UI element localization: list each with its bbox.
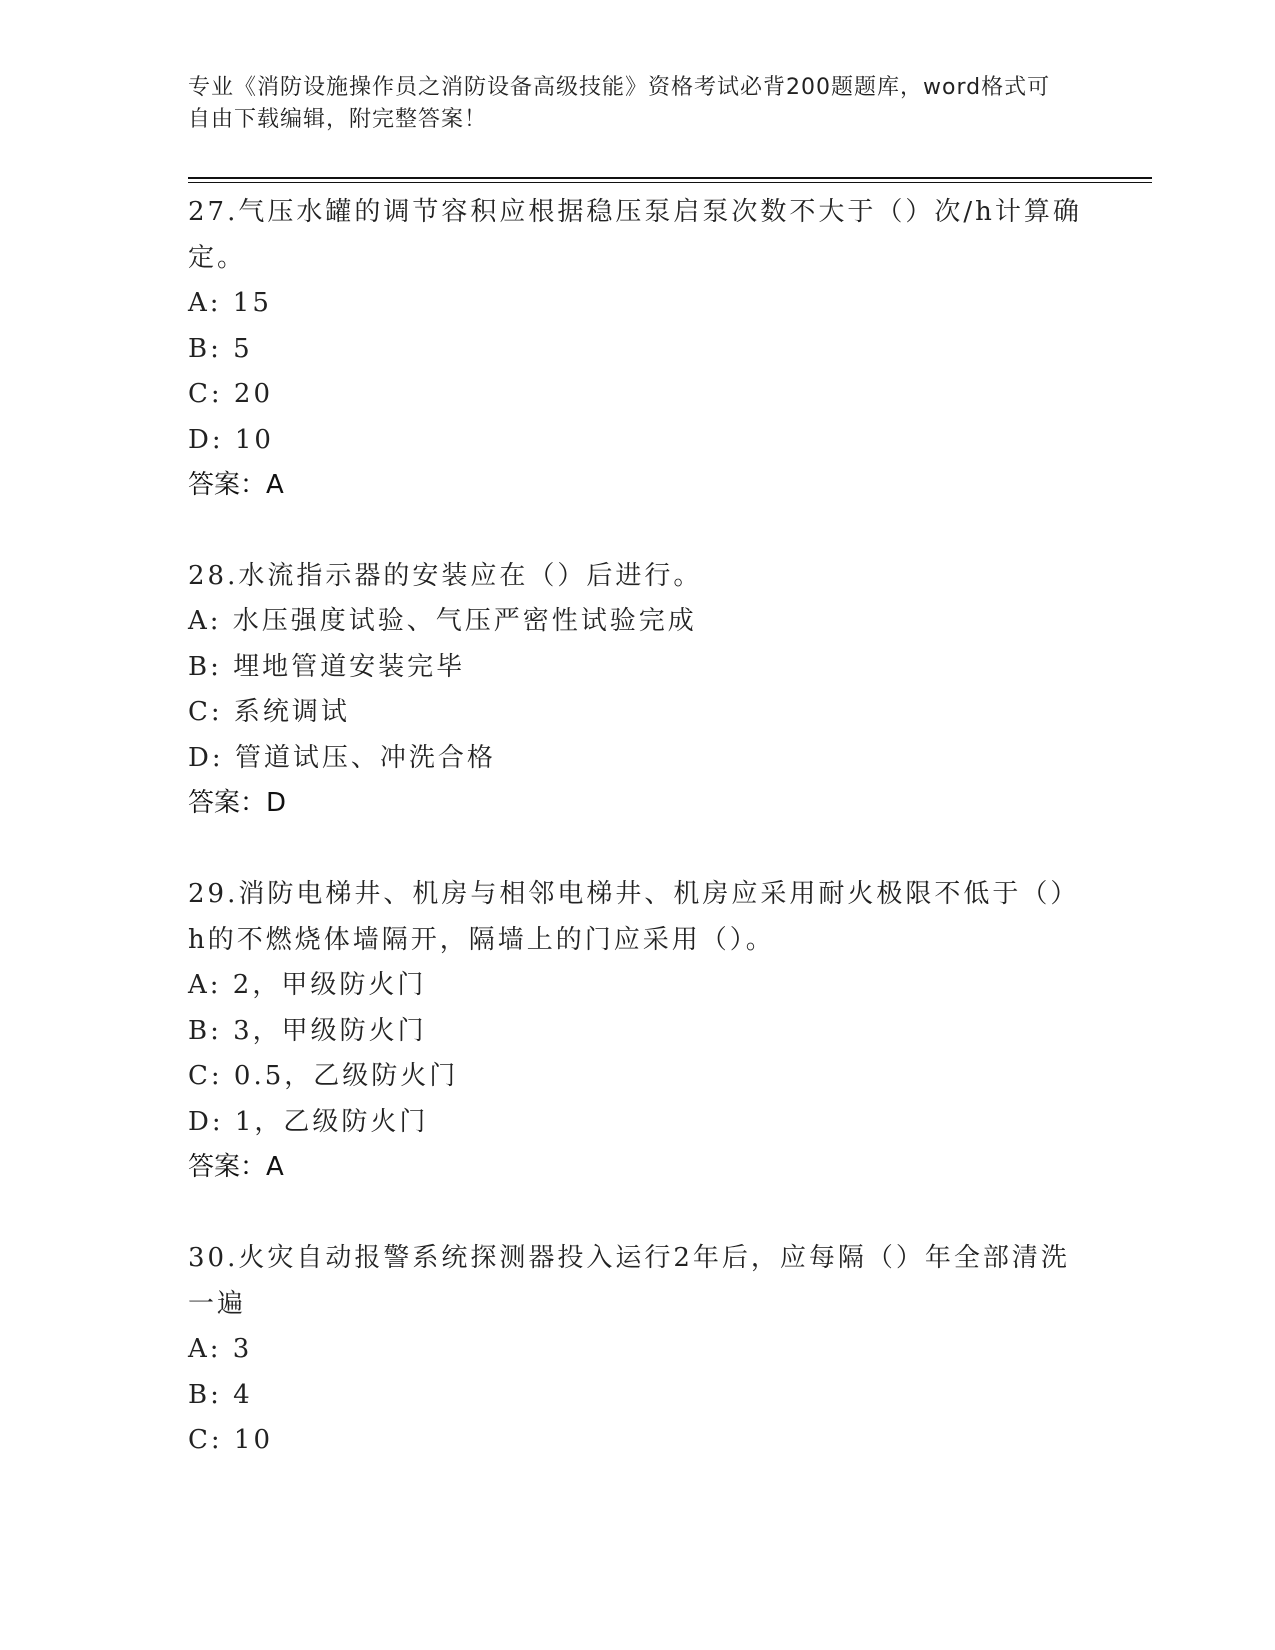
answer-line: 答案：D [188,788,287,818]
option-b: B: 3，甲级防火门 [188,1015,427,1046]
header-divider-thin [188,182,1152,183]
option-c: C: 0.5，乙级防火门 [188,1061,459,1091]
question-28 [188,553,1088,825]
question-spacer [188,825,1088,871]
option-b: B: 5 [188,333,253,364]
question-spacer [188,1189,1088,1235]
option-c: C: 20 [188,379,274,409]
option-b: B: 埋地管道安装完毕 [188,651,466,682]
option-b: B: 4 [188,1379,253,1410]
question-29 [188,871,1088,1189]
question-spacer [188,507,1088,553]
option-a: A: 15 [188,288,272,318]
answer-line: 答案：A [188,1152,284,1182]
option-d: D: 管道试压、冲洗合格 [188,742,496,773]
option-d: D: 10 [188,424,274,455]
question-30 [188,1235,1088,1464]
option-a: A: 3 [188,1334,253,1364]
question-stem: 27.气压水罐的调节容积应根据稳压泵启泵次数不大于（）次/h计算确定。 [188,197,1082,273]
document-header: 专业《消防设施操作员之消防设备高级技能》资格考试必背200题题库，word格式可自由下载编辑，附完整答案！ [188,75,1051,132]
question-stem: 29.消防电梯井、机房与相邻电梯井、机房应采用耐火极限不低于（）h的不燃烧体墙隔开，隔墙上的门应采用（）。 [188,879,1080,955]
question-27 [188,189,1088,507]
answer-line: 答案：A [188,470,284,500]
option-c: C: 系统调试 [188,697,350,727]
header-divider-thick [188,177,1152,179]
question-stem: 30.火灾自动报警系统探测器投入运行2年后，应每隔（）年全部清洗一遍 [188,1243,1070,1319]
option-c: C: 10 [188,1425,274,1455]
question-list [188,189,1088,1464]
option-d: D: 1，乙级防火门 [188,1106,429,1137]
question-stem: 28.水流指示器的安装应在（）后进行。 [188,561,703,591]
option-a: A: 2，甲级防火门 [188,970,427,1000]
option-a: A: 水压强度试验、气压严密性试验完成 [188,606,697,636]
